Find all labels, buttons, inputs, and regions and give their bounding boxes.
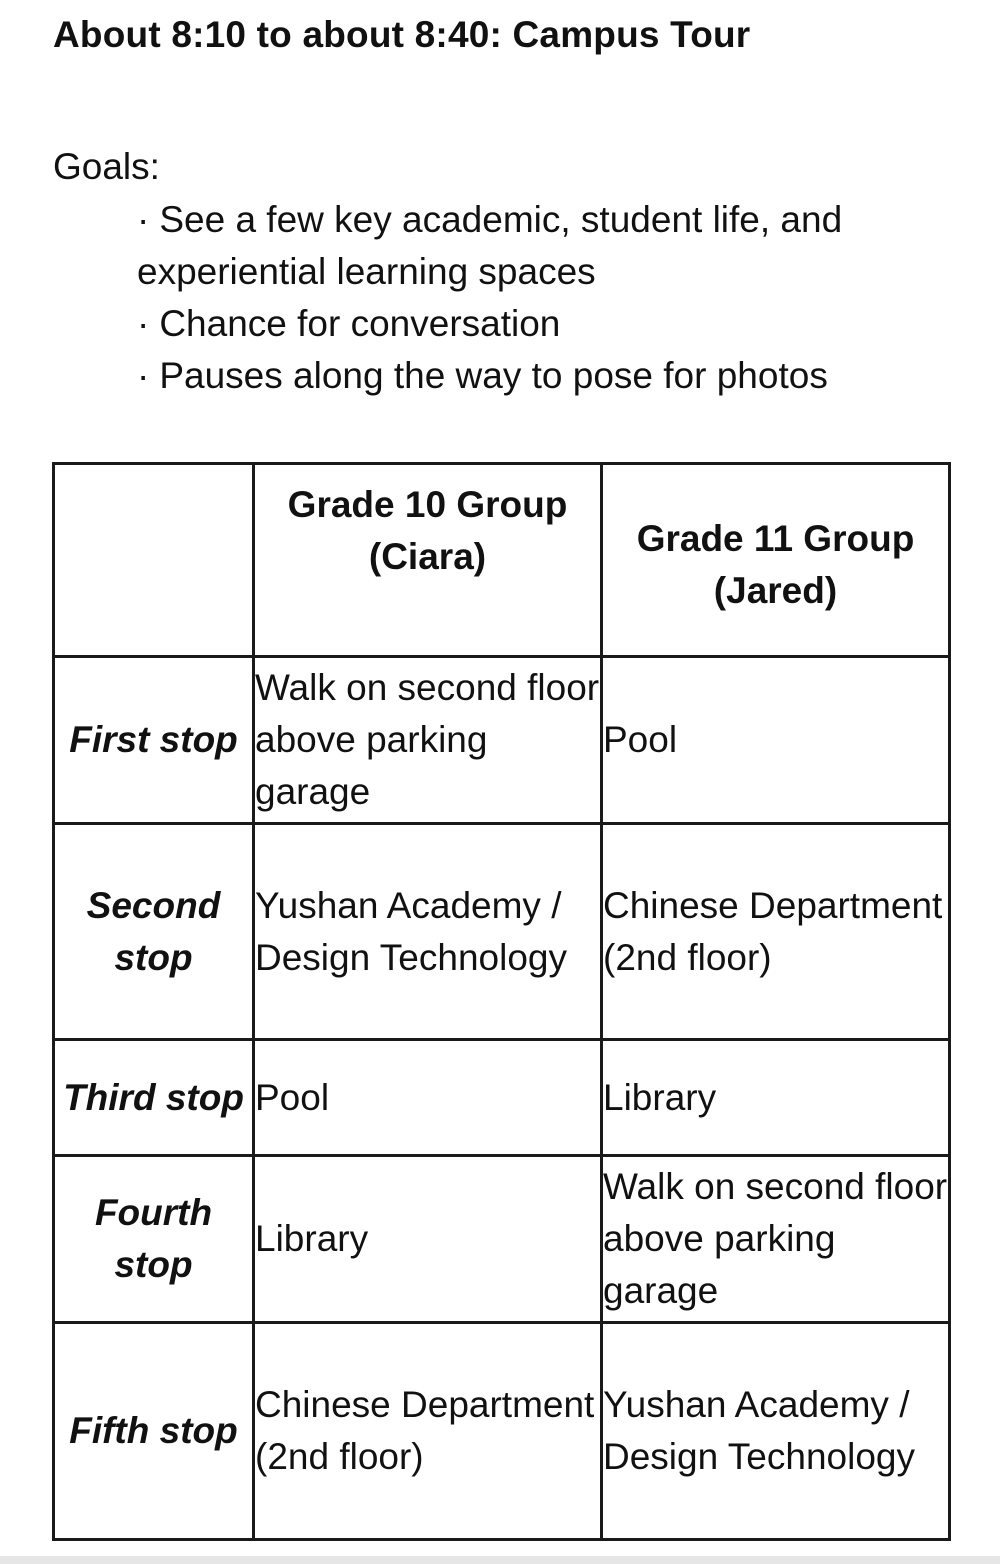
grade-11-cell: Library (602, 1040, 950, 1156)
table-row (54, 1040, 950, 1156)
grade-10-cell: Walk on second floor above parking garage (254, 657, 602, 824)
bullet-icon: · (137, 199, 150, 240)
stop-label: Fourth stop (54, 1156, 254, 1323)
goals-list (137, 194, 937, 402)
table-row (54, 1323, 950, 1540)
campus-tour-table (52, 462, 951, 1541)
table-row (54, 657, 950, 824)
header-grade-10: Grade 10 Group (Ciara) (254, 464, 602, 657)
grade-10-cell: Library (254, 1156, 602, 1323)
grade-10-cell: Pool (254, 1040, 602, 1156)
bullet-icon: · (137, 303, 150, 344)
table-row (54, 1156, 950, 1323)
page-title: About 8:10 to about 8:40: Campus Tour (53, 14, 751, 55)
grade-11-cell: Chinese Department (2nd floor) (602, 824, 950, 1040)
goal-text: Chance for conversation (159, 303, 561, 344)
goal-text: See a few key academic, student life, and experiential learning spaces (137, 199, 843, 292)
bottom-divider (0, 1556, 1000, 1564)
goal-item (137, 194, 937, 298)
bullet-icon: · (137, 355, 150, 396)
goals-label: Goals: (53, 146, 160, 187)
grade-11-cell: Yushan Academy / Design Technology (602, 1323, 950, 1540)
header-empty-cell (54, 464, 254, 657)
stop-label: Fifth stop (54, 1323, 254, 1540)
goal-item (137, 298, 937, 350)
table-header-row (54, 464, 950, 657)
header-grade-11: Grade 11 Group (Jared) (602, 464, 950, 657)
stop-label: Third stop (54, 1040, 254, 1156)
stop-label: Second stop (54, 824, 254, 1040)
grade-11-cell: Walk on second floor above parking garage (602, 1156, 950, 1323)
grade-10-cell: Chinese Department (2nd floor) (254, 1323, 602, 1540)
grade-11-cell: Pool (602, 657, 950, 824)
goal-item (137, 350, 937, 402)
table-row (54, 824, 950, 1040)
grade-10-cell: Yushan Academy / Design Technology (254, 824, 602, 1040)
goal-text: Pauses along the way to pose for photos (159, 355, 828, 396)
stop-label: First stop (54, 657, 254, 824)
